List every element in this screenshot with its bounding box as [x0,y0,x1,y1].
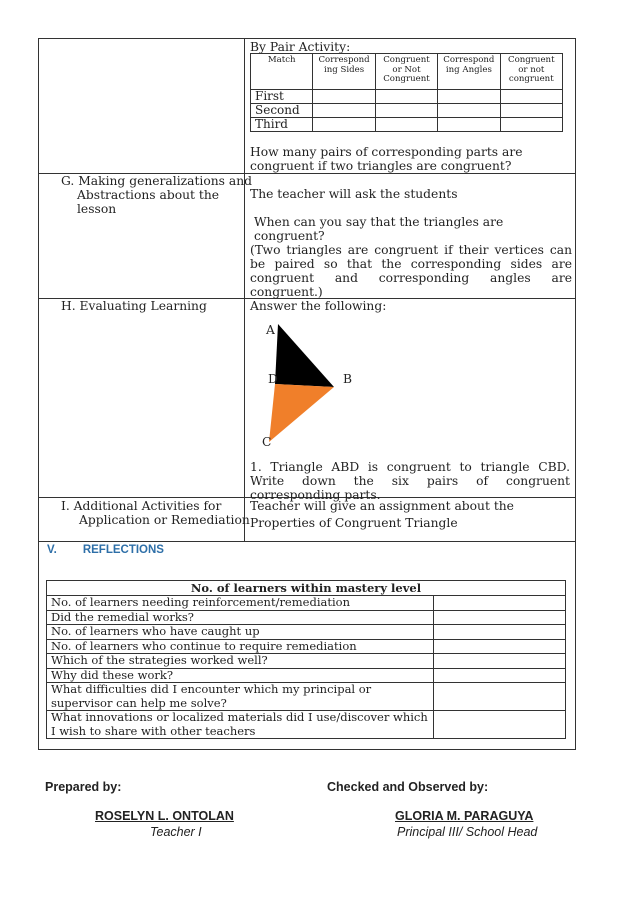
checked-by-role: Principal III/ School Head [397,825,538,839]
reflection-answer [434,668,566,683]
pair-activity-question: How many pairs of corresponding parts are congruent if two triangles are congruent? [250,145,523,173]
checked-by-label: Checked and Observed by: [327,780,489,794]
column-divider [244,39,245,541]
table-row [47,668,566,683]
section-i-label: I. Additional Activities for Application or Remediation [61,499,250,527]
header-corresponding-sides: Correspond ing Sides [313,54,375,90]
table-row [251,118,563,132]
pair-activity-table [250,53,563,132]
table-row [47,610,566,625]
reflection-answer [434,711,566,739]
reflection-question: No. of learners who continue to require remediation [47,639,434,654]
prepared-by-name: ROSELYN L. ONTOLAN [95,809,234,823]
reflection-answer [434,639,566,654]
section-i-content: Teacher will give an assignment about the Properties of Congruent Triangle [250,499,514,530]
reflections-table [46,580,566,739]
pair-activity-title: By Pair Activity: [250,40,351,54]
prepared-by-role: Teacher I [150,825,202,839]
section-g-label: G. Making generalizations and Abstractions about the lesson [61,174,252,216]
vertex-c-label: C [262,435,272,449]
reflections-heading-text: REFLECTIONS [82,544,164,556]
header-corresponding-angles: Correspond ing Angles [438,54,500,90]
table-row [251,104,563,118]
reflection-question: What difficulties did I encounter which my principal or supervisor can help me solve? [47,683,434,711]
checked-by-name: GLORIA M. PARAGUYA [395,809,534,823]
reflection-question: What innovations or localized materials did I use/discover which I wish to share with other teachers [47,711,434,739]
reflection-question: Why did these work? [47,668,434,683]
table-row [47,625,566,640]
reflection-question: No. of learners who have caught up [47,625,434,640]
header-congruent-sides: Congruent or Not Congruent [375,54,437,90]
row-divider-reflections [39,541,575,542]
triangle-abd [275,324,334,387]
row-label: First [251,90,313,104]
vertex-d-label: D [268,372,278,386]
table-row [47,639,566,654]
reflection-answer [434,683,566,711]
reflection-answer [434,596,566,611]
reflections-heading [47,544,164,556]
table-row [47,683,566,711]
table-row [47,654,566,669]
reflections-heading-number: V. [47,544,57,556]
section-g-line2: When can you say that the triangles are congruent? [254,215,504,243]
header-congruent-angles: Congruent or not congruent [500,54,562,90]
row-label: Third [251,118,313,132]
reflection-question: No. of learners needing reinforcement/remediation [47,596,434,611]
table-row [47,596,566,611]
section-h-task: 1. Triangle ABD is congruent to triangle CBD. Write down the six pairs of congruent corresponding parts. [250,460,570,502]
section-h-label: H. Evaluating Learning [61,299,207,313]
vertex-b-label: B [343,372,353,386]
section-g-line1: The teacher will ask the students [250,187,458,201]
table-row [47,711,566,739]
reflection-answer [434,654,566,669]
header-match: Match [251,54,313,90]
reflection-question: Did the remedial works? [47,610,434,625]
vertex-a-label: A [266,323,275,337]
reflections-table-title: No. of learners within mastery level [47,581,566,596]
section-g-line3: (Two triangles are congruent if their vertices can be paired so that the corresponding sides are congruent and corresponding angles are congruent.) [250,243,572,299]
reflection-answer [434,610,566,625]
table-row [251,90,563,104]
section-h-intro: Answer the following: [250,299,387,313]
prepared-by-label: Prepared by: [45,780,122,794]
triangle-cbd [269,384,334,442]
row-label: Second [251,104,313,118]
reflection-question: Which of the strategies worked well? [47,654,434,669]
reflection-answer [434,625,566,640]
